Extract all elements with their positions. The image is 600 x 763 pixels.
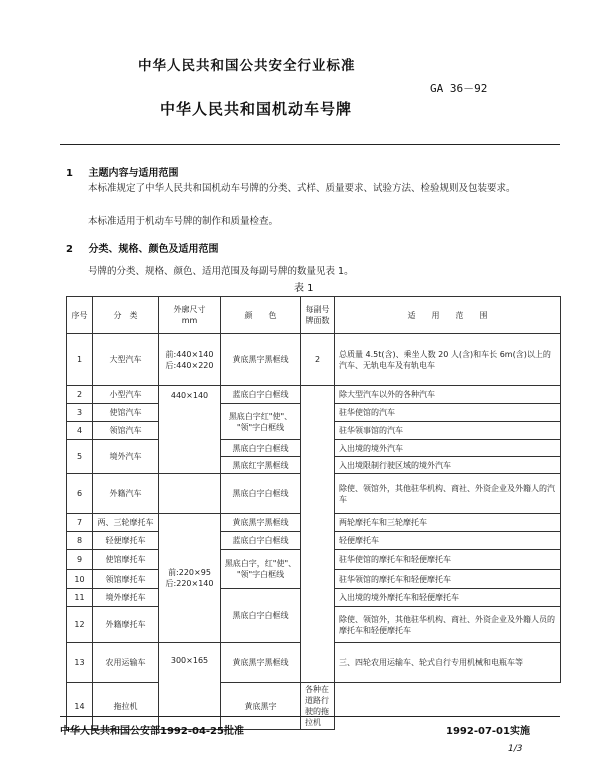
row-no: 1 (67, 334, 93, 386)
section1-heading (66, 164, 178, 179)
section2-paragraph: 号牌的分类、规格、颜色、适用范围及每副号牌的数量见表 1。 (88, 266, 354, 277)
row-color: 蓝底白字白框线 (221, 386, 301, 404)
row-no: 6 (67, 474, 93, 514)
row-no: 13 (67, 643, 93, 683)
row-scope: 除大型汽车以外的各种汽车 (335, 386, 561, 404)
row-size: 前:220×95 后:220×140 (159, 514, 221, 643)
row-scope: 驻华领事馆的汽车 (335, 422, 561, 440)
row-scope: 三、四轮农用运输车、轮式自行专用机械和电瓶车等 (335, 643, 561, 683)
header-category: 分 类 (93, 297, 159, 334)
row-color: 黑底红字黑框线 (221, 457, 301, 474)
row-scope: 入出境的境外汽车 (335, 440, 561, 457)
row-category: 拖拉机 (93, 683, 159, 730)
effective-date: 1992-07-01实施 (446, 726, 530, 737)
row-scope: 驻华使馆的摩托车和轻便摩托车 (335, 550, 561, 570)
row-category: 境外汽车 (93, 440, 159, 474)
row-count: 2 (301, 334, 335, 386)
row-size: 300×165 (159, 643, 221, 730)
row-color: 黄底黑字黑框线 (221, 334, 301, 386)
row-category: 领馆摩托车 (93, 570, 159, 589)
row-category: 外籍摩托车 (93, 607, 159, 643)
row-color: 黑底白字白框线 (221, 589, 301, 643)
row-scope: 入出境的境外摩托车和轻便摩托车 (335, 589, 561, 607)
row-color: 黑底白字白框线 (221, 440, 301, 457)
row-category: 两、三轮摩托车 (93, 514, 159, 532)
row-color: 黑底白字白框线 (221, 474, 301, 514)
page-number: 1/3 (508, 744, 523, 754)
section2-title: 分类、规格、颜色及适用范围 (88, 244, 219, 255)
row-color: 黄底黑字黑框线 (221, 514, 301, 532)
row-no: 3 (67, 404, 93, 422)
row-no: 2 (67, 386, 93, 404)
row-no: 7 (67, 514, 93, 532)
row-no: 5 (67, 440, 93, 474)
row-category: 境外摩托车 (93, 589, 159, 607)
row-scope: 驻华使馆的汽车 (335, 404, 561, 422)
table-row (67, 334, 561, 386)
footer-rule (60, 716, 560, 717)
standard-code: GA 36－92 (430, 82, 488, 95)
row-no: 10 (67, 570, 93, 589)
row-scope: 除使、领馆外，其他驻华机构、商社、外资企业及外籍人的汽车 (335, 474, 561, 514)
row-color: 黄底黑字黑框线 (221, 643, 301, 683)
section1-paragraph-2: 本标准适用于机动车号牌的制作和质量检查。 (88, 216, 279, 227)
row-scope: 除使、领馆外，其他驻华机构、商社、外资企业及外籍人员的摩托车和轻便摩托车 (335, 607, 561, 643)
row-scope: 两轮摩托车和三轮摩托车 (335, 514, 561, 532)
row-category: 小型汽车 (93, 386, 159, 404)
header-rule (60, 144, 560, 145)
row-size: 440×140 (159, 386, 221, 474)
row-no: 4 (67, 422, 93, 440)
section1-paragraph-1: 本标准规定了中华人民共和国机动车号牌的分类、式样、质量要求、试验方法、检验规则及包装要求。 (88, 183, 516, 194)
section1-number: 1 (66, 168, 73, 179)
header-size: 外廓尺寸 mm (159, 297, 221, 334)
row-color: 黑底白字，红"使"、 "领"字白框线 (221, 550, 301, 589)
row-size-empty (159, 474, 221, 514)
row-size: 前:440×140 后:440×220 (159, 334, 221, 386)
standard-title: 中华人民共和国公共安全行业标准 (138, 58, 356, 74)
row-scope: 轻便摩托车 (335, 532, 561, 550)
count-span-cell (301, 386, 335, 683)
issue-approval: 中华人民共和国公安部1992-04-25批准 (60, 726, 244, 737)
section2-number: 2 (66, 244, 73, 255)
document-title: 中华人民共和国机动车号牌 (160, 100, 353, 118)
row-category: 外籍汽车 (93, 474, 159, 514)
header-count: 每副号 牌面数 (301, 297, 335, 334)
row-category: 农用运输车 (93, 643, 159, 683)
row-scope: 总质量 4.5t(含)、乘坐人数 20 人(含)和车长 6m(含)以上的汽车、无轨电车及有轨电车 (335, 334, 561, 386)
row-category: 轻便摩托车 (93, 532, 159, 550)
header-color: 颜 色 (221, 297, 301, 334)
section1-title: 主题内容与适用范围 (88, 168, 179, 179)
header-scope: 适 用 范 围 (335, 297, 561, 334)
row-scope: 驻华领馆的摩托车和轻便摩托车 (335, 570, 561, 589)
row-no: 8 (67, 532, 93, 550)
row-color: 蓝底白字白框线 (221, 532, 301, 550)
row-category: 大型汽车 (93, 334, 159, 386)
section2-heading (66, 240, 218, 255)
table-header-row (67, 297, 561, 334)
row-category: 使馆摩托车 (93, 550, 159, 570)
row-scope: 入出境限制行驶区域的境外汽车 (335, 457, 561, 474)
row-no: 12 (67, 607, 93, 643)
row-scope: 各种在道路行驶的拖拉机 (301, 683, 335, 730)
table-caption: 表 1 (294, 283, 314, 294)
header-no: 序号 (67, 297, 93, 334)
plate-classification-table (66, 296, 561, 730)
row-category: 使馆汽车 (93, 404, 159, 422)
row-category: 领馆汽车 (93, 422, 159, 440)
row-color: 黄底黑字 (221, 683, 301, 730)
row-no: 11 (67, 589, 93, 607)
row-no: 14 (67, 683, 93, 730)
table-row (67, 386, 561, 404)
row-color: 黑底白字红"使"、 "领"字白框线 (221, 404, 301, 440)
row-no: 9 (67, 550, 93, 570)
